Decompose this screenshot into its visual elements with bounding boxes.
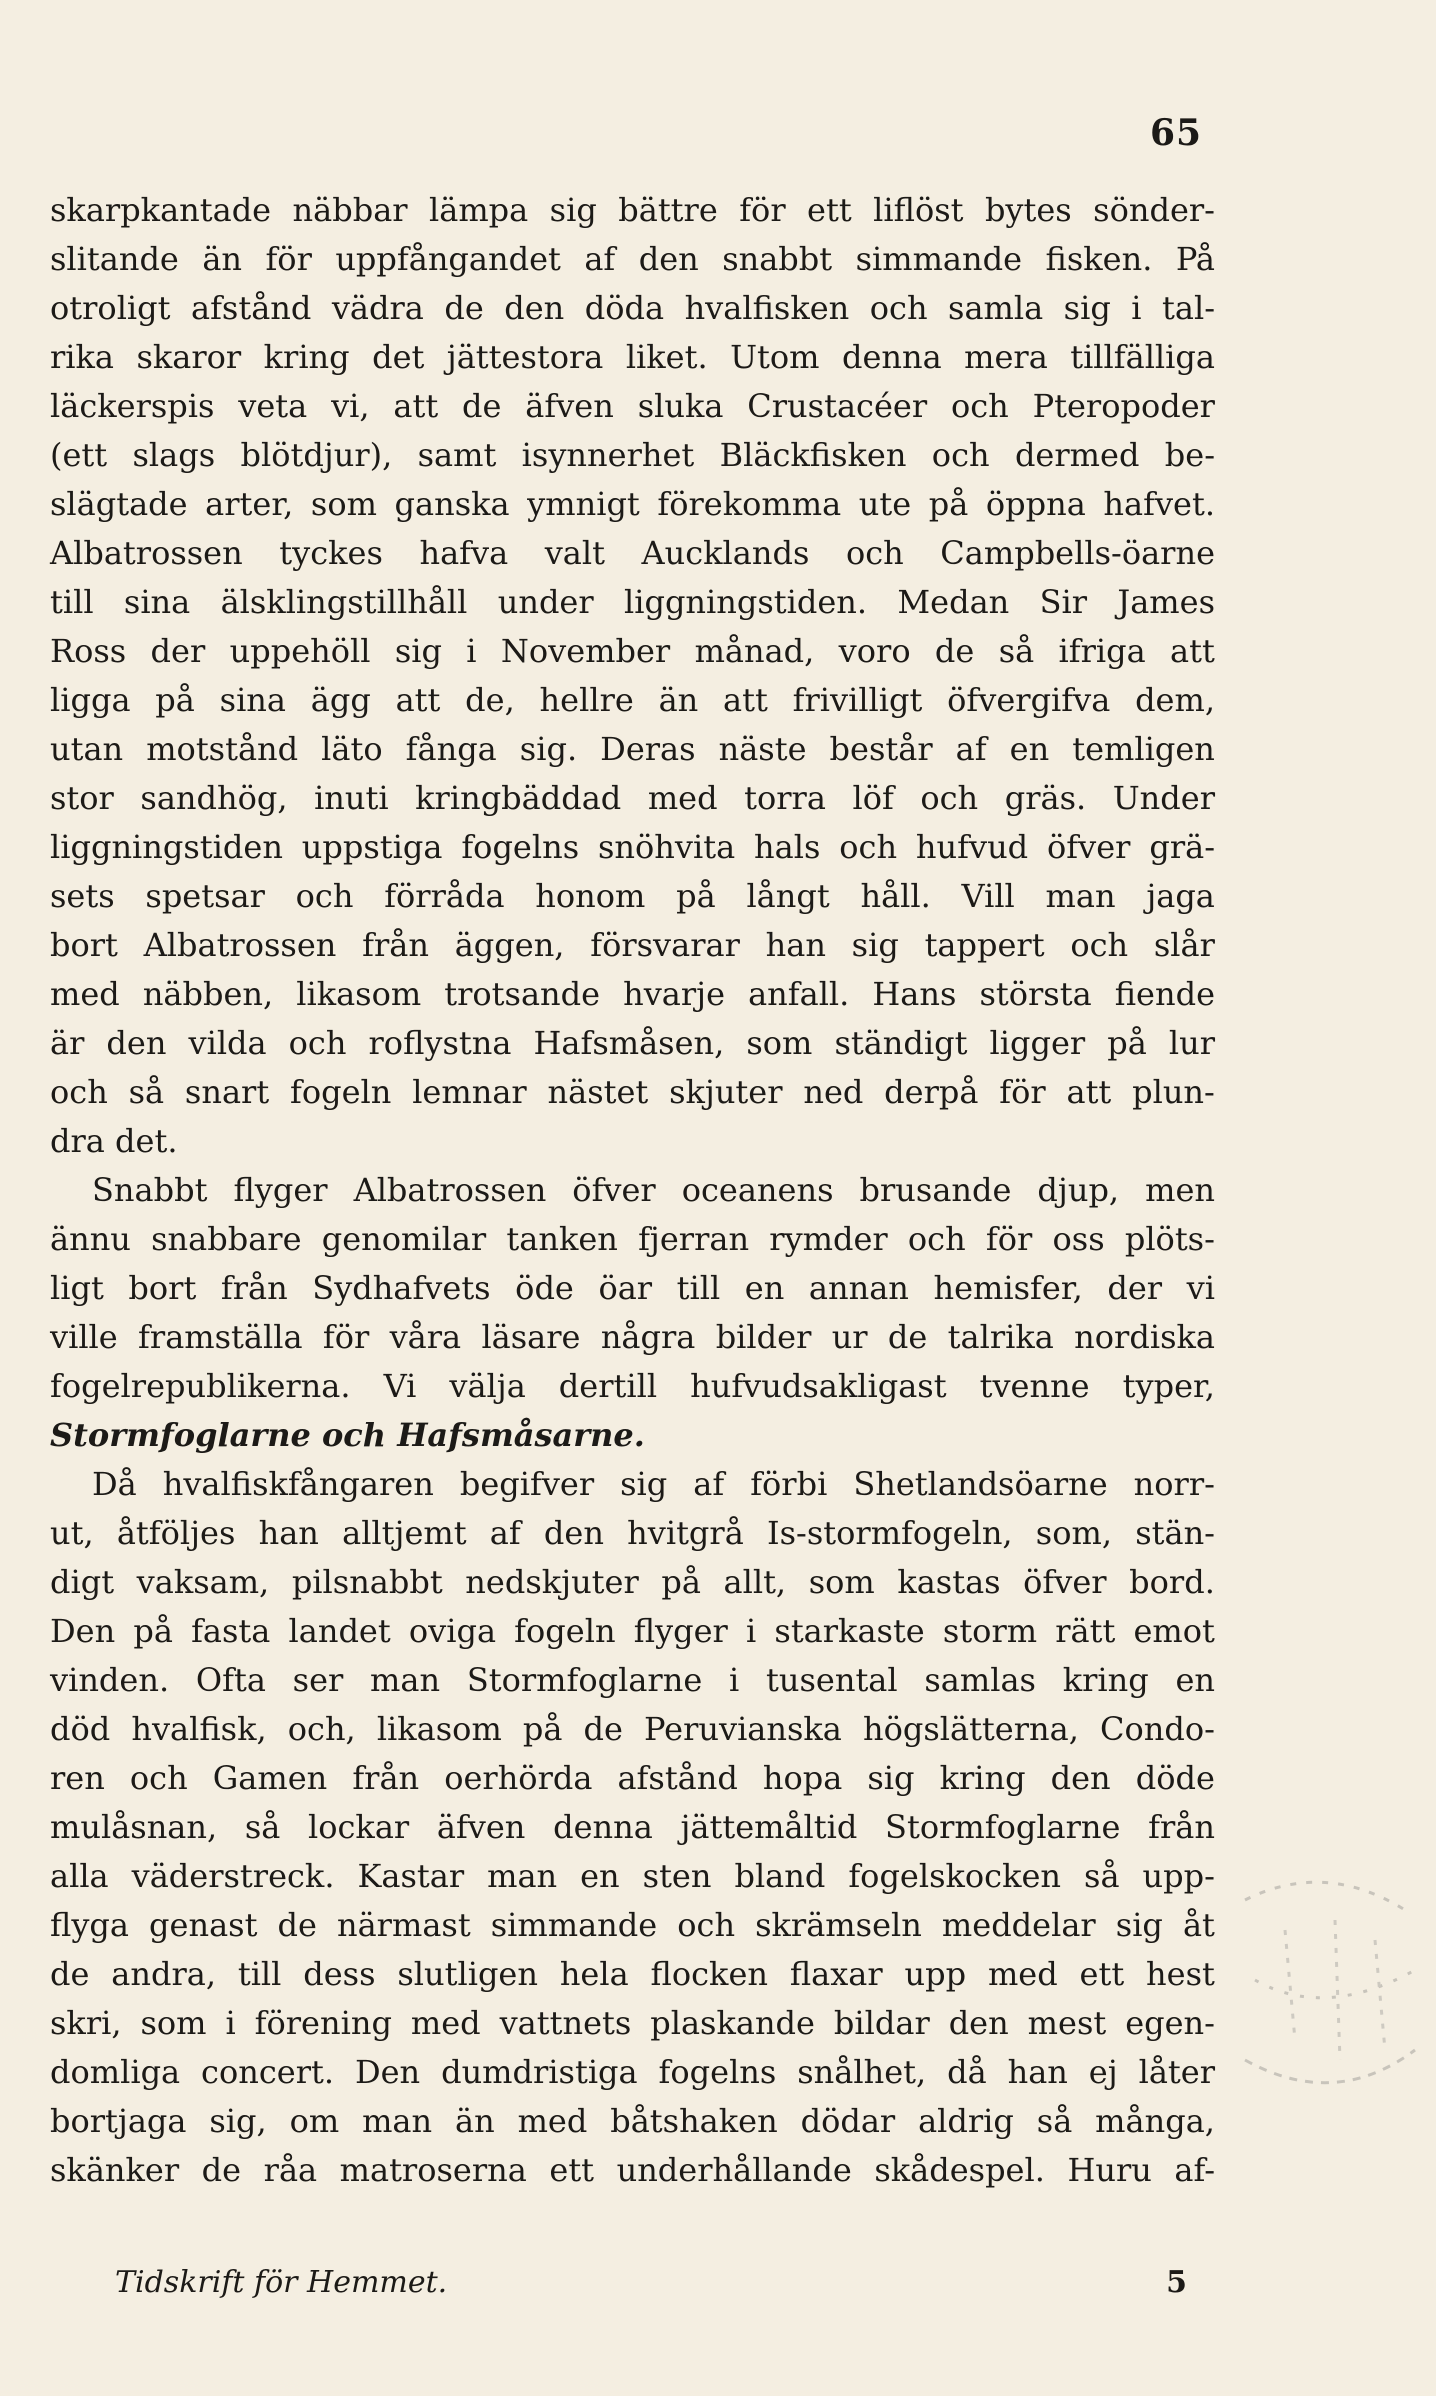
text-line: Albatrossen tyckes hafva valt Aucklands och Campbells-öarne xyxy=(50,534,1215,572)
text-line: slitande än för uppfångandet af den snabbt simmande fisken. På xyxy=(50,240,1215,278)
text-line: Stormfoglarne och Hafsmåsarne. xyxy=(50,1416,645,1454)
text-line: flyga genast de närmast simmande och skrämseln meddelar sig åt xyxy=(50,1906,1215,1944)
text-line: ligt bort från Sydhafvets öde öar till en annan hemisfer, der vi xyxy=(50,1269,1215,1307)
text-line: Snabbt flyger Albatrossen öfver oceanens brusande djup, men xyxy=(92,1171,1215,1209)
text-line: utan motstånd läto fånga sig. Deras näste består af en temligen xyxy=(50,730,1215,768)
text-line: bortjaga sig, om man än med båtshaken dödar aldrig så många, xyxy=(50,2102,1215,2140)
text-line: Den på fasta landet oviga fogeln flyger i starkaste storm rätt emot xyxy=(50,1612,1215,1650)
text-line: de andra, till dess slutligen hela flocken flaxar upp med ett hest xyxy=(50,1955,1215,1993)
signature-mark: 5 xyxy=(1166,2264,1187,2300)
text-line: slägtade arter, som ganska ymnigt förekomma ute på öppna hafvet. xyxy=(50,485,1215,523)
text-line: läckerspis veta vi, att de äfven sluka Crustacéer och Pteropoder xyxy=(50,387,1215,425)
text-line: stor sandhög, inuti kringbäddad med torra löf och gräs. Under xyxy=(50,779,1215,817)
text-line: rika skaror kring det jättestora liket. Utom denna mera tillfälliga xyxy=(50,338,1215,376)
page-number: 65 xyxy=(1150,112,1203,154)
text-line: skänker de råa matroserna ett underhållande skådespel. Huru af- xyxy=(50,2151,1215,2189)
text-line: är den vilda och roflystna Hafsmåsen, som ständigt ligger på lur xyxy=(50,1024,1215,1062)
library-stamp-icon xyxy=(1225,1860,1425,2120)
text-line: digt vaksam, pilsnabbt nedskjuter på allt, som kastas öfver bord. xyxy=(50,1563,1215,1601)
text-line: och så snart fogeln lemnar nästet skjuter ned derpå för att plun- xyxy=(50,1073,1215,1111)
text-line: otroligt afstånd vädra de den döda hvalfisken och samla sig i tal- xyxy=(50,289,1215,327)
text-line: skarpkantade näbbar lämpa sig bättre för ett liflöst bytes sönder- xyxy=(50,191,1215,229)
text-line: ut, åtföljes han alltjemt af den hvitgrå Is-stormfogeln, som, stän- xyxy=(50,1514,1215,1552)
text-line: ville framställa för våra läsare några bilder ur de talrika nordiska xyxy=(50,1318,1215,1356)
journal-title: Tidskrift för Hemmet. xyxy=(115,2264,448,2300)
text-line: död hvalfisk, och, likasom på de Peruvianska högslätterna, Condo- xyxy=(50,1710,1215,1748)
text-line: liggningstiden uppstiga fogelns snöhvita hals och hufvud öfver grä- xyxy=(50,828,1215,866)
text-line: ligga på sina ägg att de, hellre än att frivilligt öfvergifva dem, xyxy=(50,681,1215,719)
text-line: alla väderstreck. Kastar man en sten bland fogelskocken så upp- xyxy=(50,1857,1215,1895)
text-line: med näbben, likasom trotsande hvarje anfall. Hans största fiende xyxy=(50,975,1215,1013)
body-text xyxy=(50,186,1215,2195)
text-line: vinden. Ofta ser man Stormfoglarne i tusental samlas kring en xyxy=(50,1661,1215,1699)
text-line: Då hvalfiskfångaren begifver sig af förbi Shetlandsöarne norr- xyxy=(92,1465,1215,1503)
page-footer xyxy=(115,2252,1195,2312)
text-line: domliga concert. Den dumdristiga fogelns snålhet, då han ej låter xyxy=(50,2053,1215,2091)
text-line: fogelrepublikerna. Vi välja dertill hufvudsakligast tvenne typer, xyxy=(50,1367,1215,1405)
text-line: mulåsnan, så lockar äfven denna jättemåltid Stormfoglarne från xyxy=(50,1808,1215,1846)
text-line: till sina älsklingstillhåll under liggningstiden. Medan Sir James xyxy=(50,583,1215,621)
text-line: Ross der uppehöll sig i November månad, voro de så ifriga att xyxy=(50,632,1215,670)
text-line: skri, som i förening med vattnets plaskande bildar den mest egen- xyxy=(50,2004,1215,2042)
text-line: dra det. xyxy=(50,1122,178,1160)
text-line: bort Albatrossen från äggen, försvarar han sig tappert och slår xyxy=(50,926,1215,964)
text-line: ännu snabbare genomilar tanken fjerran rymder och för oss plöts- xyxy=(50,1220,1215,1258)
text-line: sets spetsar och förråda honom på långt håll. Vill man jaga xyxy=(50,877,1215,915)
text-line: (ett slags blötdjur), samt isynnerhet Bläckfisken och dermed be- xyxy=(50,436,1215,474)
text-line: ren och Gamen från oerhörda afstånd hopa sig kring den döde xyxy=(50,1759,1215,1797)
